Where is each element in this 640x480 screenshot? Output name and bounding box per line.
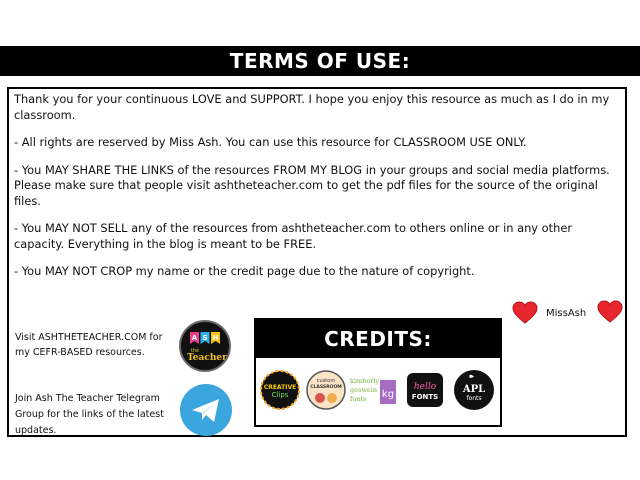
svg-text:custom: custom [316,378,336,384]
credit-logos [256,358,500,425]
svg-text:FONTS: FONTS [411,393,439,401]
join-telegram-text: Join Ash The Teacher Telegram Group for the links of the latest updates. [15,393,164,436]
heart-icon [512,301,538,325]
svg-text:geswein: geswein [350,386,378,394]
apl-fonts-logo [452,368,496,412]
ash-logo-sub: the [190,348,200,354]
ash-logo-letter-h: H [212,334,219,342]
terms-paragraph-rights: - All rights are reserved by Miss Ash. You can use this resource for CLASSROOM USE ONLY. [14,135,527,149]
svg-text:Clips: Clips [271,391,289,399]
terms-paragraph-thanks: Thank you for your continuous LOVE and SUPPORT. I hope you enjoy this resource as much as I do in my classroom. [14,92,610,122]
kimberly-geswein-fonts-logo [350,374,398,408]
svg-text:MissAsh: MissAsh [546,308,586,319]
heart-icon [597,300,623,324]
miss-ash-signature [546,305,586,335]
credits-title: CREDITS: [324,327,432,351]
terms-paragraph-no-sell: - You MAY NOT SELL any of the resources from ashtheteacher.com to others online or in any other capacity. Everything in the blog is meant to be FREE. [14,221,573,251]
svg-text:kg: kg [381,389,395,400]
terms-paragraph-no-crop: - You MAY NOT CROP my name or the credit page due to the nature of copyright. [14,264,475,278]
page-title: TERMS OF USE: [229,49,411,73]
title-bar [0,46,640,76]
svg-text:CLASSROOM: CLASSROOM [310,385,342,390]
svg-text:hello: hello [413,382,437,392]
svg-text:fonts: fonts [350,395,367,403]
telegram-icon[interactable] [180,384,232,436]
terms-text [14,92,618,292]
visit-website-text: Visit ASHTHETEACHER.COM for my CEFR-BASED resources. [15,332,163,358]
svg-text:APL: APL [462,384,486,395]
svg-text:fonts: fonts [466,395,482,402]
svg-text:kimberly: kimberly [350,377,380,385]
hello-fonts-logo [406,372,444,408]
custom-classroom-logo [306,370,346,410]
credits-header [256,320,500,358]
ash-logo-letter-a: A [191,334,198,342]
ash-logo-letter-s: S [202,334,208,342]
svg-text:CREATIVE: CREATIVE [263,384,297,391]
credits-box [254,318,502,427]
creative-clips-logo [260,370,300,410]
terms-paragraph-share: - You MAY SHARE THE LINKS of the resources FROM MY BLOG in your groups and social media platforms. Please make sure that people visit ashtheteacher.com to get the pdf files for the source of the original files. [14,162,610,208]
ash-the-teacher-logo[interactable] [179,320,231,372]
ash-logo-word: Teacher [187,353,227,363]
